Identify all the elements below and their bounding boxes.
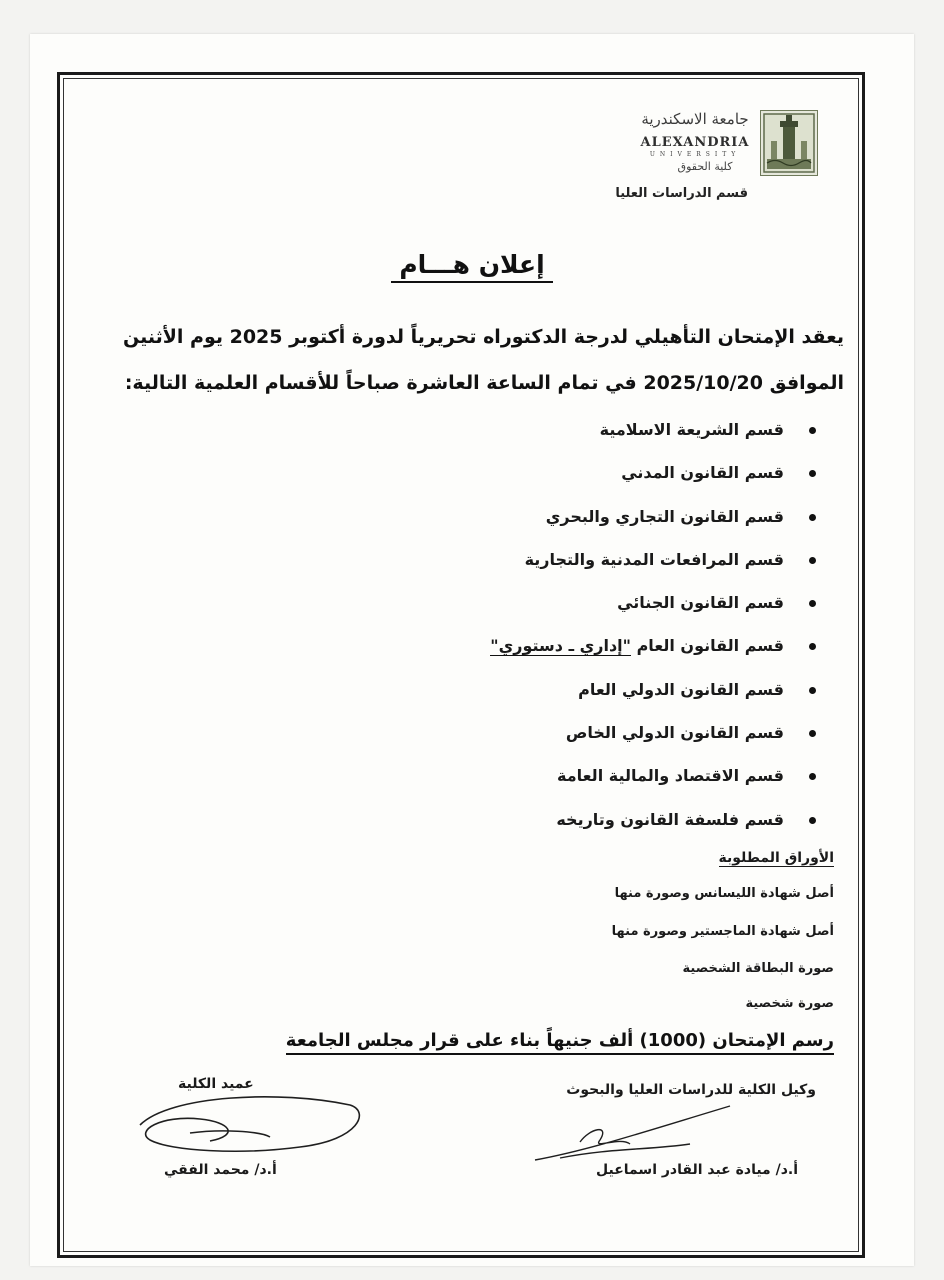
departments-list	[256, 416, 816, 849]
announcement-paragraph-line-1: يعقد الإمتحان التأهيلي لدرجة الدكتوراه تحريرياً لدورة أكتوبر 2025 يوم الأثنين	[123, 326, 844, 348]
bullet-icon	[809, 773, 816, 780]
bullet-icon	[809, 600, 816, 607]
bullet-icon	[809, 557, 816, 564]
announcement-paragraph-line-2: الموافق 2025/10/20 في تمام الساعة العاشرة صباحاً للأقسام العلمية التالية:	[124, 372, 844, 394]
list-item: قسم القانون التجاري والبحري	[256, 503, 816, 546]
university-name-arabic: جامعة الاسكندرية	[641, 110, 749, 128]
announcement-title-text: إعلان هـــام	[391, 250, 552, 283]
requirement-item: صورة البطاقة الشخصية	[682, 961, 834, 976]
bullet-icon	[809, 514, 816, 521]
bullet-icon	[809, 427, 816, 434]
lighthouse-logo-icon	[761, 111, 817, 175]
requirements-title: الأوراق المطلوبة	[718, 850, 834, 866]
public-law-suffix: "إداري ـ دستوري"	[490, 636, 631, 656]
list-item: قسم القانون العام "إداري ـ دستوري"	[256, 632, 816, 675]
vice-dean-title: وكيل الكلية للدراسات العليا والبحوث	[566, 1082, 816, 1098]
list-item: قسم فلسفة القانون وتاريخه	[256, 806, 816, 849]
requirement-item: صورة شخصية	[745, 996, 834, 1011]
vice-dean-signature-icon	[530, 1100, 750, 1170]
bullet-icon	[809, 817, 816, 824]
exam-fee-notice: رسم الإمتحان (1000) ألف جنيهاً بناء على قرار مجلس الجامعة	[286, 1030, 834, 1055]
list-item: قسم القانون الجنائي	[256, 589, 816, 632]
bullet-icon	[809, 643, 816, 650]
bullet-icon	[809, 470, 816, 477]
bullet-icon	[809, 730, 816, 737]
dean-name: أ.د/ محمد الفقي	[164, 1162, 277, 1178]
list-item: قسم القانون المدني	[256, 459, 816, 502]
list-item: قسم المرافعات المدنية والتجارية	[256, 546, 816, 589]
announcement-title	[0, 250, 944, 279]
vice-dean-name: أ.د/ ميادة عبد القادر اسماعيل	[596, 1162, 798, 1178]
list-item: قسم القانون الدولي العام	[256, 676, 816, 719]
requirement-item: أصل شهادة الماجستير وصورة منها	[611, 924, 834, 939]
university-logo	[760, 110, 818, 176]
department-name: قسم الدراسات العليا	[615, 186, 748, 201]
bullet-icon	[809, 687, 816, 694]
university-subtitle: UNIVERSITY	[649, 151, 741, 158]
university-name-english: ALEXANDRIA	[640, 135, 750, 150]
dean-signature-icon	[130, 1085, 370, 1165]
list-item: قسم الشريعة الاسلامية	[256, 416, 816, 459]
list-item: قسم القانون الدولي الخاص	[256, 719, 816, 762]
dean-title: عميد الكلية	[178, 1076, 254, 1092]
requirement-item: أصل شهادة الليسانس وصورة منها	[614, 886, 834, 901]
faculty-name: كلية الحقوق	[677, 160, 733, 173]
list-item: قسم الاقتصاد والمالية العامة	[256, 762, 816, 805]
